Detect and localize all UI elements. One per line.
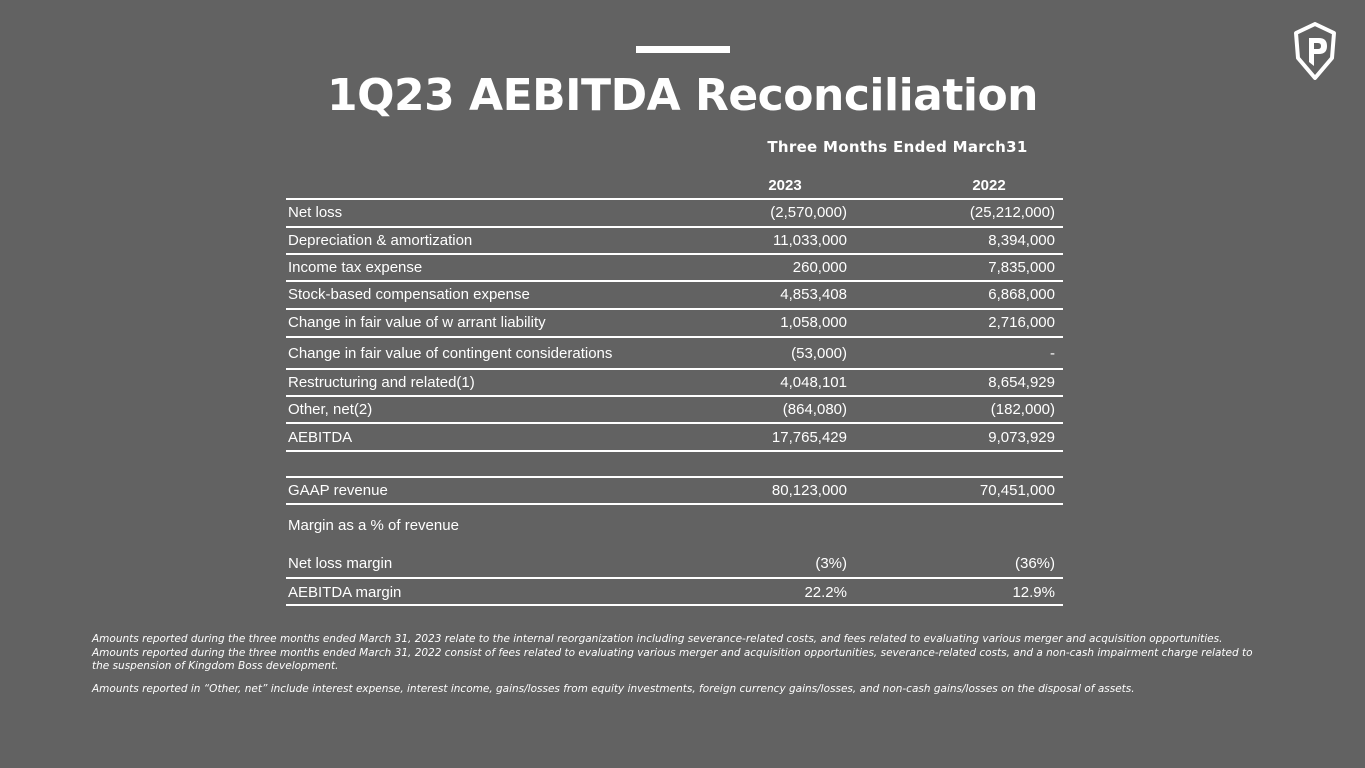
row-label: Net loss xyxy=(288,204,343,221)
value-2023: 4,048,101 xyxy=(780,374,847,391)
row-label: AEBITDA xyxy=(288,429,353,446)
value-2023: (2,570,000) xyxy=(770,204,847,221)
shield-p-logo-icon xyxy=(1292,22,1338,80)
value-2022: (25,212,000) xyxy=(969,204,1055,221)
value-2022: (36%) xyxy=(1014,555,1055,572)
page-title: 1Q23 AEBITDA Reconciliation xyxy=(326,70,1039,121)
table-row-stock-comp xyxy=(286,283,1063,307)
row-label: AEBITDA margin xyxy=(288,584,402,601)
table-row-gaap-revenue xyxy=(286,479,1063,503)
row-label: Other, net(2) xyxy=(288,401,373,418)
table-row-restructuring xyxy=(286,371,1063,395)
table-row-depreciation xyxy=(286,229,1063,253)
row-label: Income tax expense xyxy=(288,259,423,276)
value-2022: 8,394,000 xyxy=(988,232,1055,249)
table-row-other-net xyxy=(286,398,1063,422)
table-row-warrant-liability xyxy=(286,311,1063,335)
value-2022: 8,654,929 xyxy=(988,374,1055,391)
footnote-2: Amounts reported in “Other, net” include interest expense, interest income, gains/losses from equity investments, foreign currency gains/losses, and non-cash gains/losses on the disposal of assets. xyxy=(92,683,1135,695)
table-row-income-tax xyxy=(286,256,1063,280)
value-2023: 11,033,000 xyxy=(773,232,847,249)
value-2023: 22.2% xyxy=(804,584,847,601)
value-2023: (53,000) xyxy=(791,345,847,362)
table-rule xyxy=(286,422,1063,424)
row-label: Margin as a % of revenue xyxy=(288,517,459,534)
value-2023: 260,000 xyxy=(792,259,847,276)
row-label: Stock-based compensation expense xyxy=(288,286,530,303)
footnote-1: Amounts reported during the three months ended March 31, 2023 relate to the internal reorganization including severance-related costs, and fees related to evaluating various merger and acquisition opportunities. Amounts reported during the three months ended March 31, 2022 consist of fees related to evaluating various merger and acquisition opportunities, severance-related costs, and a non-cash impairment charge related to the suspension of Kingdom Boss development. xyxy=(92,633,1253,672)
table-row-contingent xyxy=(286,342,1063,366)
value-2023: (864,080) xyxy=(782,401,847,418)
value-2022: 70,451,000 xyxy=(979,482,1055,499)
table-rule xyxy=(286,503,1063,505)
value-2023: 80,123,000 xyxy=(771,482,847,499)
row-label: Restructuring and related(1) xyxy=(288,374,475,391)
value-2022: 6,868,000 xyxy=(988,286,1055,303)
table-row-aebitda-margin xyxy=(286,581,1063,605)
value-2023: 17,765,429 xyxy=(771,429,847,446)
table-rule xyxy=(286,198,1063,200)
table-rule xyxy=(286,308,1063,310)
period-header: Three Months Ended March31 xyxy=(767,138,1028,156)
table-rule xyxy=(286,395,1063,397)
year-header-2023: 2023 xyxy=(768,177,802,194)
title-accent-bar xyxy=(636,46,730,53)
row-label: GAAP revenue xyxy=(288,482,388,499)
row-label: Change in fair value of w arrant liability xyxy=(288,314,546,331)
table-rule xyxy=(286,226,1063,228)
row-label: Change in fair value of contingent considerations xyxy=(288,345,613,362)
year-header-2022: 2022 xyxy=(972,177,1006,194)
table-row-net-loss xyxy=(286,201,1063,225)
value-2023: 1,058,000 xyxy=(780,314,847,331)
value-2022: 7,835,000 xyxy=(988,259,1055,276)
table-row-net-loss-margin xyxy=(286,552,1063,576)
table-rule xyxy=(286,336,1063,338)
table-rule xyxy=(286,450,1063,452)
table-row-margin-header xyxy=(286,514,1063,538)
value-2023: (3%) xyxy=(815,555,847,572)
value-2023: 4,853,408 xyxy=(780,286,847,303)
value-2022: 12.9% xyxy=(1012,584,1055,601)
table-rule xyxy=(286,253,1063,255)
table-rule xyxy=(286,476,1063,478)
row-label: Depreciation & amortization xyxy=(288,232,473,249)
value-2022: (182,000) xyxy=(990,401,1055,418)
value-2022: 9,073,929 xyxy=(988,429,1055,446)
value-2022: - xyxy=(1050,345,1055,362)
row-label: Net loss margin xyxy=(288,555,393,572)
value-2022: 2,716,000 xyxy=(988,314,1055,331)
table-rule xyxy=(286,280,1063,282)
table-rule xyxy=(286,577,1063,579)
table-row-aebitda xyxy=(286,426,1063,450)
table-rule xyxy=(286,368,1063,370)
